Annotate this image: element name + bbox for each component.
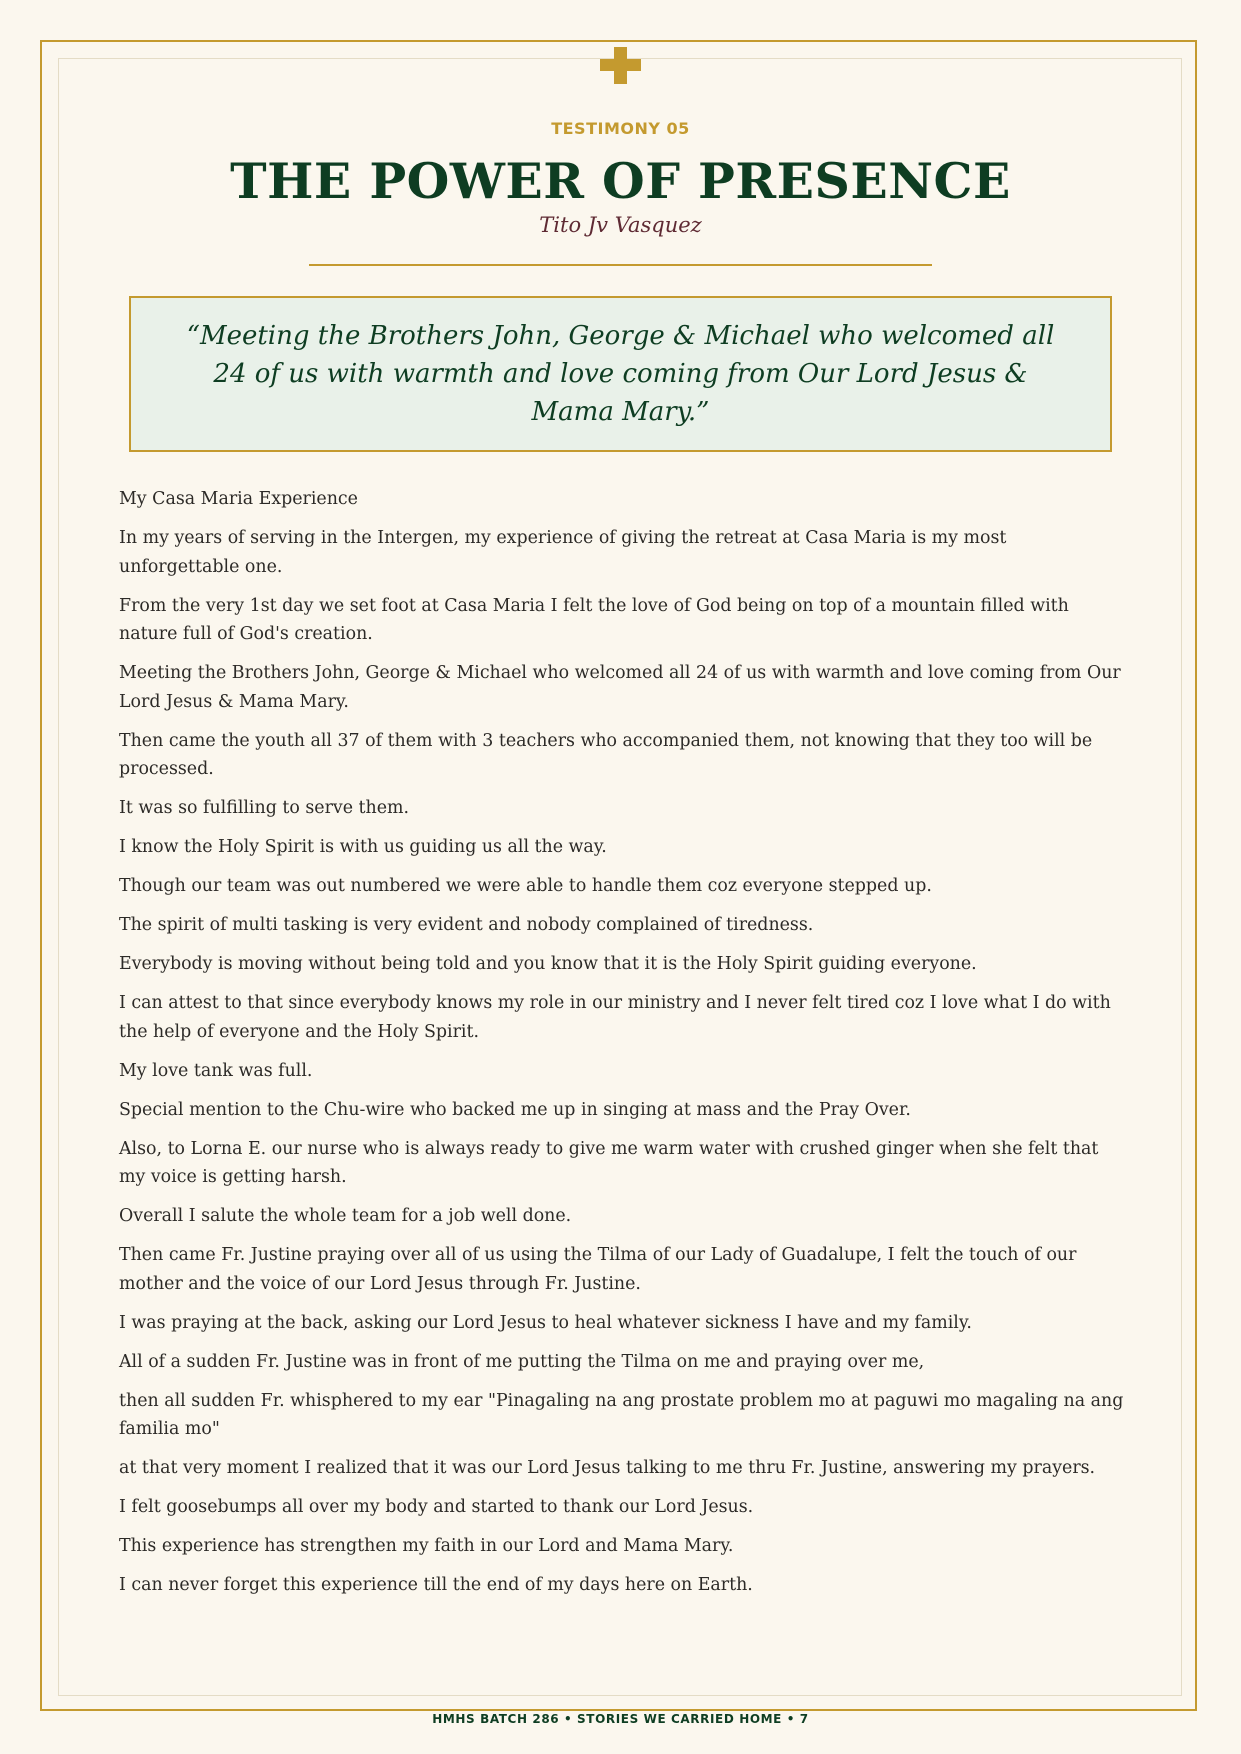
author-name: Tito Jv Vasquez bbox=[539, 213, 702, 237]
body-paragraph: Also, to Lorna E. our nurse who is always ready to give me warm water with crushed ginger when she felt that my voice is getting harsh. bbox=[119, 1138, 1099, 1187]
body-paragraph: I was praying at the back, asking our Lord Jesus to heal whatever sickness I have and my family. bbox=[119, 1312, 972, 1333]
body-paragraph: I know the Holy Spirit is with us guiding us all the way. bbox=[119, 837, 607, 857]
body-paragraph: Overall I salute the whole team for a job well done. bbox=[119, 1206, 572, 1226]
body-paragraph: All of a sudden Fr. Justine was in front of me putting the Tilma on me and praying over me, bbox=[119, 1351, 925, 1372]
body-paragraph: then all sudden Fr. whisphered to my ear "Pinagaling na ang prostate problem mo at paguwi mo magaling na ang familia mo" bbox=[119, 1390, 1124, 1439]
body-paragraph: at that very moment I realized that it was our Lord Jesus talking to me thru Fr. Justine, answering my prayers. bbox=[119, 1458, 1096, 1478]
body-paragraph: Meeting the Brothers John, George & Michael who welcomed all 24 of us with warmth and love coming from Our Lord Jesus & Mama Mary. bbox=[119, 663, 1121, 712]
pull-quote-box bbox=[129, 296, 1112, 452]
body-paragraph: My Casa Maria Experience bbox=[119, 489, 358, 509]
body-paragraph: This experience has strengthen my faith in our Lord and Mama Mary. bbox=[119, 1536, 734, 1556]
body-paragraph: Though our team was out numbered we were able to handle them coz everyone stepped up. bbox=[119, 876, 932, 896]
body-paragraph: From the very 1st day we set foot at Casa Maria I felt the love of God being on top of a mountain filled with nature full of God's creation. bbox=[119, 595, 1069, 644]
body-paragraph: The spirit of multi tasking is very evident and nobody complained of tiredness. bbox=[119, 915, 814, 935]
body-paragraph: Special mention to the Chu-wire who backed me up in singing at mass and the Pray Over. bbox=[119, 1099, 911, 1120]
body-paragraph: It was so fulfilling to serve them. bbox=[119, 798, 410, 818]
body-paragraph: I felt goosebumps all over my body and started to thank our Lord Jesus. bbox=[119, 1497, 754, 1517]
title-divider bbox=[309, 264, 932, 266]
body-paragraph: Everybody is moving without being told and you know that it is the Holy Spirit guiding everyone. bbox=[119, 954, 977, 974]
page-title: THE POWER OF PRESENCE bbox=[230, 152, 1011, 210]
body-paragraph: I can never forget this experience till the end of my days here on Earth. bbox=[119, 1575, 753, 1595]
testimony-number: TESTIMONY 05 bbox=[551, 119, 690, 138]
pull-quote: “Meeting the Brothers John, George & Michael who welcomed all 24 of us with warmth and love coming from Our Lord Jesus & Mama Mary.” bbox=[186, 321, 1055, 427]
body-paragraph: I can attest to that since everybody knows my role in our ministry and I never felt tired coz I love what I do with the help of everyone and the Holy Spirit. bbox=[119, 993, 1111, 1042]
cross-icon bbox=[600, 47, 641, 84]
body-paragraph: My love tank was full. bbox=[119, 1060, 313, 1081]
page-footer: HMHS BATCH 286 • STORIES WE CARRIED HOME • 7 bbox=[432, 1712, 809, 1726]
body-paragraph: Then came Fr. Justine praying over all of us using the Tilma of our Lady of Guadalupe, I felt the touch of our mother and the voice of our Lord Jesus through Fr. Justine. bbox=[119, 1245, 1077, 1294]
testimony-body bbox=[119, 485, 1125, 1610]
body-paragraph: Then came the youth all 37 of them with 3 teachers who accompanied them, not knowing that they too will be processed. bbox=[119, 730, 1093, 779]
body-paragraph: In my years of serving in the Intergen, my experience of giving the retreat at Casa Maria is my most unforgettable one. bbox=[119, 528, 1007, 577]
